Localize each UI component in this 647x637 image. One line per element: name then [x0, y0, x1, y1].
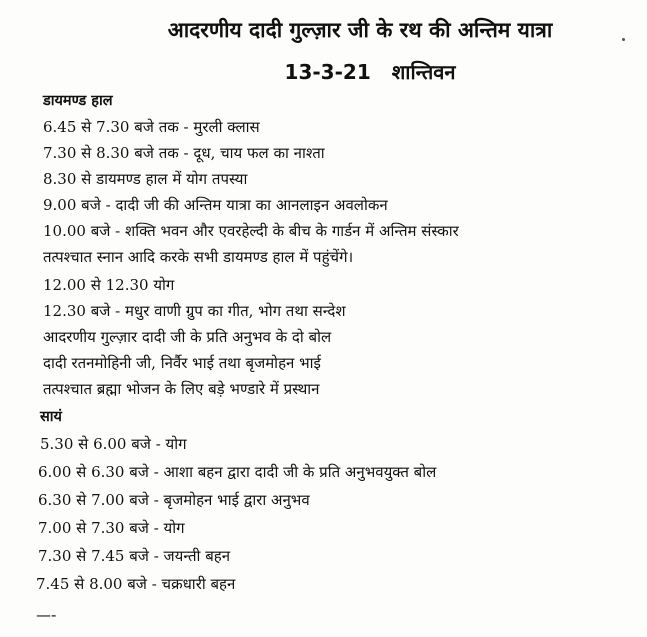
schedule-item: 12.00 से 12.30 योग	[43, 276, 175, 294]
schedule-item: 7.45 से 8.00 बजे - चक्रधारी बहन	[36, 575, 236, 593]
schedule-item: तत्पश्चात स्नान आदि करके सभी डायमण्ड हाल में पहुंचेंगे।	[43, 248, 354, 266]
schedule-item: दादी रतनमोहिनी जी, निर्वैर भाई तथा बृजमोहन भाई	[43, 354, 321, 372]
schedule-item: 6.00 से 6.30 बजे - आशा बहन द्वारा दादी जी के प्रति अनुभवयुक्त बोल	[38, 463, 437, 481]
schedule-item: 6.30 से 7.00 बजे - बृजमोहन भाई द्वारा अनुभव	[38, 491, 310, 509]
document-title: आदरणीय दादी गुल्ज़ार जी के रथ की अन्तिम यात्रा	[167, 18, 553, 42]
schedule-item: 10.00 बजे - शक्ति भवन और एवरहेल्दी के बीच के गार्डन में अन्तिम संस्कार	[43, 222, 459, 240]
schedule-item: 5.30 से 6.00 बजे - योग	[40, 435, 187, 453]
schedule-item: 7.30 से 8.30 बजे तक - दूध, चाय फल का नाश्ता	[43, 144, 325, 162]
schedule-item: आदरणीय गुल्ज़ार दादी जी के प्रति अनुभव के दो बोल	[43, 328, 332, 346]
schedule-item: 7.30 से 7.45 बजे - जयन्ती बहन	[38, 547, 231, 565]
document-place: शान्तिवन	[391, 60, 456, 84]
schedule-item: 7.00 से 7.30 बजे - योग	[38, 519, 185, 537]
scan-speck	[622, 38, 625, 41]
schedule-item: तत्पश्चात ब्रह्मा भोजन के लिए बड़े भण्डारे में प्रस्थान	[43, 380, 320, 398]
document-date: 13-3-21	[284, 60, 371, 84]
schedule-item: 8.30 से डायमण्ड हाल में योग तपस्या	[43, 170, 248, 188]
schedule-item: 9.00 बजे - दादी जी की अन्तिम यात्रा का आनलाइन अवलोकन	[43, 196, 388, 214]
schedule-item: 12.30 बजे - मधुर वाणी ग्रुप का गीत, भोग तथा सन्देश	[43, 302, 346, 320]
section-heading-diamond-hall: डायमण्ड हाल	[43, 93, 113, 109]
document-subtitle	[230, 58, 510, 85]
section-heading-evening: सायं	[40, 409, 62, 425]
end-mark: —-	[36, 606, 57, 624]
schedule-item: 6.45 से 7.30 बजे तक - मुरली क्लास	[43, 118, 260, 136]
